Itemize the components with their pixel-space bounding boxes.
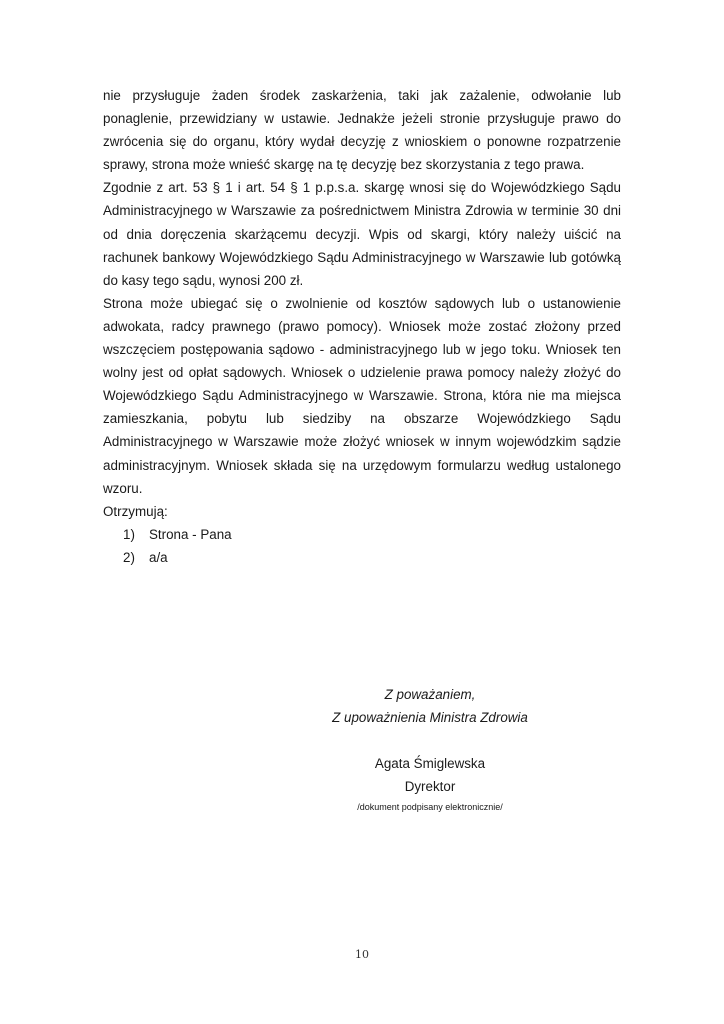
recipients-label: Otrzymują: — [103, 504, 168, 519]
body-text — [103, 84, 621, 500]
closing-phrase: Z poważaniem, — [384, 687, 476, 702]
recipient-item — [123, 546, 232, 569]
signatory-name: Agata Śmiglewska — [374, 756, 486, 772]
recipients-list — [103, 523, 232, 569]
recipient-number: 2) — [123, 550, 135, 566]
recipient-text: a/a — [149, 550, 168, 566]
paragraph-legal-aid: Strona może ubiegać się o zwolnienie od kosztów sądowych lub o ustanowienie adwokata, radcy prawnego (prawo pomocy). Wniosek może zostać złożony przed wszczęciem postępowania sądowo - administracyjnego lub w jego toku. Wniosek ten wolny jest od opłat sądowych. Wniosek o udzielenie prawa pomocy należy złożyć do Wojewódzkiego Sądu Administracyjnego w Warszawie. Strona, która nie ma miejsca zamieszkania, pobytu lub siedziby na obszarze Wojewódzkiego Sądu Administracyjnego w Warszawie może złożyć wniosek w innym wojewódzkim sądzie administracyjnym. Wniosek składa się na urzędowym formularzu według ustalonego wzoru. — [103, 295, 621, 496]
electronic-signature-note: /dokument podpisany elektronicznie/ — [357, 802, 503, 813]
signature-block — [280, 683, 580, 814]
page-number: 10 — [355, 948, 369, 961]
paragraph-complaint-procedure: Zgodnie z art. 53 § 1 i art. 54 § 1 p.p.s.a. skargę wnosi się do Wojewódzkiego Sądu Administracyjnego w Warszawie za pośrednictwem Ministra Zdrowia w terminie 30 dni od dnia doręczenia skarżącemu decyzji. Wpis od skargi, który należy uiścić na rachunek bankowy Wojewódzkiego Sądu Administracyjnego w Warszawie lub gotówką do kasy tego sądu, wynosi 200 zł. — [103, 180, 621, 288]
recipient-item — [123, 523, 232, 546]
recipient-number: 1) — [123, 527, 135, 543]
signatory-title: Dyrektor — [404, 779, 456, 795]
recipient-text: Strona - Pana — [149, 527, 232, 543]
paragraph-appeal-rights: nie przysługuje żaden środek zaskarżenia, taki jak zażalenie, odwołanie lub ponaglenie, przewidziany w ustawie. Jednakże jeżeli stronie przysługuje prawo do zwrócenia się do organu, który wydał decyzję z wnioskiem o ponowne rozpatrzenie sprawy, strona może wnieść skargę na tę decyzję bez skorzystania z tego prawa. — [103, 88, 621, 173]
authority-line: Z upoważnienia Ministra Zdrowia — [332, 710, 528, 726]
recipients-section — [103, 500, 232, 569]
